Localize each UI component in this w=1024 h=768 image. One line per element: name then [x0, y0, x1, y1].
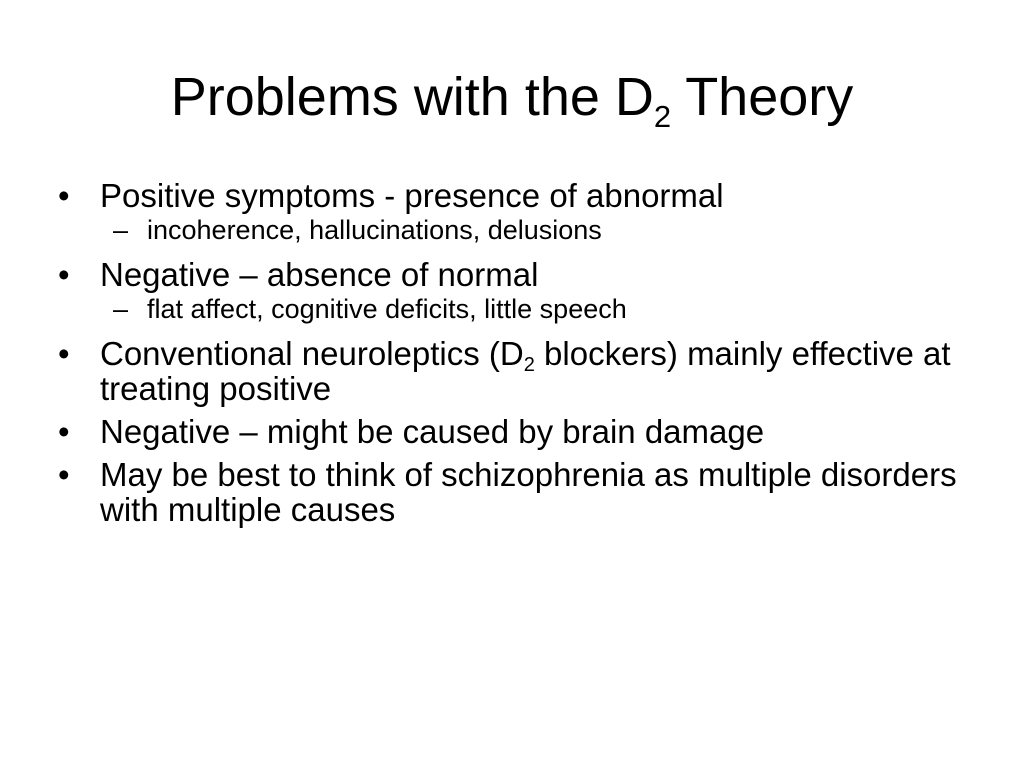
title-end-text: Theory — [671, 67, 854, 127]
bullet-text: Negative – might be caused by brain damage — [100, 413, 765, 450]
title-subscript: 2 — [653, 99, 672, 134]
bullet-text — [100, 336, 978, 406]
sub-item-positive-examples — [113, 215, 978, 245]
bullet-text-subscript: 2 — [523, 354, 535, 376]
bullet-text-after: blockers) mainly effective at treating positive — [100, 335, 951, 407]
bullet-text: May be best to think of schizophrenia as multiple disorders with multiple causes — [100, 456, 957, 528]
dash-marker: – — [113, 215, 129, 245]
bullet-item-neuroleptics — [58, 336, 978, 406]
bullet-text-before: Conventional neuroleptics (D — [100, 335, 524, 372]
sub-item-text: flat affect, cognitive deficits, little speech — [147, 294, 627, 324]
bullet-item-multiple-disorders — [58, 457, 978, 527]
bullet-item-negative-symptoms — [58, 257, 978, 292]
sub-item-text: incoherence, hallucinations, delusions — [147, 215, 602, 245]
bullet-text: Negative – absence of normal — [100, 256, 539, 293]
bullet-item-positive-symptoms — [58, 178, 978, 213]
slide-title — [0, 62, 1024, 132]
sub-item-negative-examples — [113, 294, 978, 324]
bullet-marker: • — [58, 256, 70, 293]
title-main-text: Problems with the D — [170, 67, 654, 127]
bullet-list — [58, 178, 978, 535]
bullet-marker: • — [58, 177, 70, 214]
bullet-marker: • — [58, 413, 70, 450]
bullet-item-brain-damage — [58, 414, 978, 449]
bullet-marker: • — [58, 335, 70, 372]
bullet-text: Positive symptoms - presence of abnormal — [100, 177, 724, 214]
dash-marker: – — [113, 294, 129, 324]
bullet-marker: • — [58, 456, 70, 493]
